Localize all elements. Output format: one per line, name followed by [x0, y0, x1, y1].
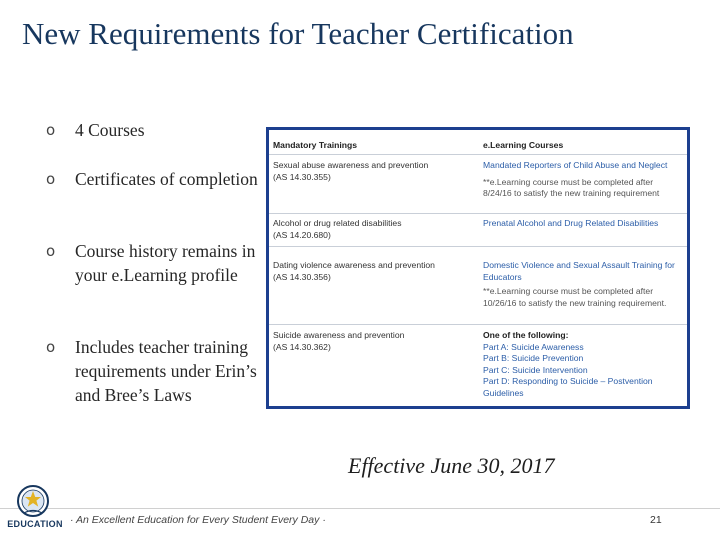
- training-statute: (AS 14.30.355): [273, 171, 331, 182]
- table-divider: [269, 213, 687, 214]
- bullet-item: [46, 167, 276, 191]
- bullet-text: Certificates of completion: [75, 169, 258, 189]
- table-row-training: [273, 260, 473, 283]
- footer-tagline: · An Excellent Education for Every Student Every Day ·: [70, 514, 326, 526]
- course-note: **e.Learning course must be completed after 10/26/16 to satisfy the new training requirement.: [483, 286, 667, 308]
- page-number: 21: [650, 514, 662, 526]
- table-row-training: [273, 160, 473, 183]
- footer-divider: [0, 508, 720, 509]
- bullet-text: Includes teacher training requirements under Erin’s and Bree’s Laws: [75, 337, 257, 405]
- effective-date: Effective June 30, 2017: [348, 453, 555, 478]
- table-row-course: [483, 330, 683, 399]
- training-statute: (AS 14.20.680): [273, 229, 331, 240]
- slide-title: New Requirements for Teacher Certification: [22, 16, 574, 51]
- bullet-circle-icon: o: [46, 242, 56, 260]
- logo-text: EDUCATION: [7, 519, 63, 529]
- table-row-course: [483, 260, 683, 309]
- course-link[interactable]: Part A: Suicide Awareness: [483, 341, 584, 352]
- bullet-item: [46, 335, 276, 407]
- table-row-course: [483, 160, 683, 200]
- bullet-item: [46, 118, 276, 142]
- course-note: **e.Learning course must be completed after 8/24/16 to satisfy the new training requirement: [483, 176, 660, 198]
- table-divider: [269, 246, 687, 247]
- course-link[interactable]: Part B: Suicide Prevention: [483, 353, 584, 363]
- training-name: Alcohol or drug related disabilities: [273, 218, 402, 228]
- training-name: Suicide awareness and prevention: [273, 330, 405, 340]
- training-name: Sexual abuse awareness and prevention: [273, 160, 429, 170]
- bullet-text: 4 Courses: [75, 120, 145, 140]
- table-row-training: [273, 330, 473, 353]
- trainings-table: [266, 127, 690, 409]
- bullet-text: Course history remains in your e.Learning profile: [75, 241, 256, 285]
- bullet-circle-icon: o: [46, 338, 56, 356]
- table-divider: [269, 154, 687, 155]
- course-link[interactable]: Mandated Reporters of Child Abuse and Neglect: [483, 160, 668, 170]
- training-statute: (AS 14.30.362): [273, 341, 331, 352]
- bullet-circle-icon: o: [46, 121, 56, 139]
- course-heading: One of the following:: [483, 330, 569, 340]
- course-link[interactable]: Prenatal Alcohol and Drug Related Disabilities: [483, 218, 659, 228]
- bullet-item: [46, 239, 276, 287]
- course-link[interactable]: Domestic Violence and Sexual Assault Training for Educators: [483, 260, 675, 282]
- course-link[interactable]: Part D: Responding to Suicide – Postvention Guidelines: [483, 376, 653, 398]
- course-link[interactable]: Part C: Suicide Intervention: [483, 364, 588, 375]
- table-row-course: [483, 218, 683, 230]
- bullet-circle-icon: o: [46, 170, 56, 188]
- header-elearning-courses: e.Learning Courses: [483, 140, 564, 150]
- training-statute: (AS 14.30.356): [273, 271, 331, 282]
- header-mandatory-trainings: Mandatory Trainings: [273, 140, 358, 150]
- table-divider: [269, 324, 687, 325]
- training-name: Dating violence awareness and prevention: [273, 260, 435, 270]
- table-row-training: [273, 218, 473, 241]
